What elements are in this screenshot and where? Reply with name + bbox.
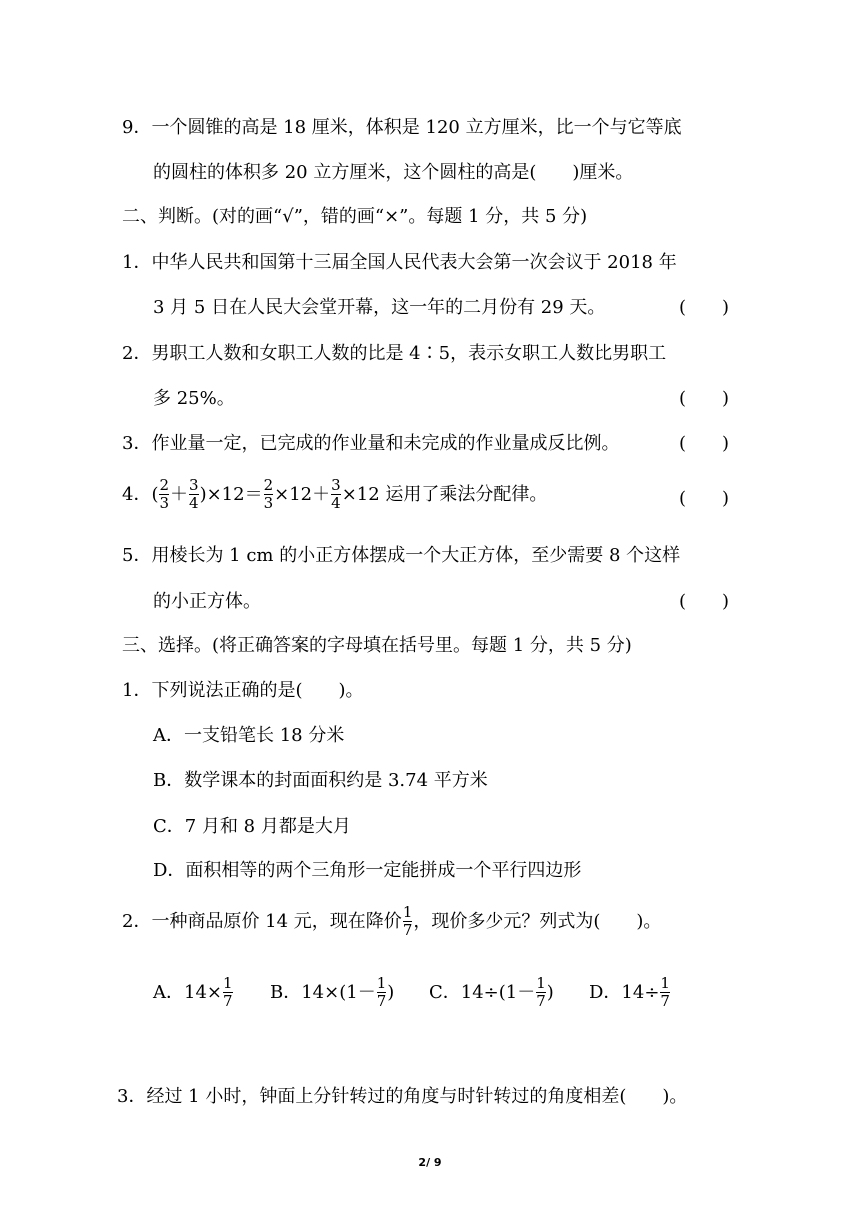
q4-mid1: )×12＝: [199, 484, 263, 505]
s2-q2-line2: 多 25%。: [153, 388, 235, 409]
s3-q2: [122, 902, 661, 942]
fraction-one-seventh-a: $\frac{1}{7}$: [223, 973, 233, 1010]
s3-q2-option-d: D．14÷ $\frac{1}{7}$: [589, 973, 670, 1010]
page-number: 2/ 9: [418, 1156, 442, 1169]
s2-q2-line1: 2．男职工人数和女职工人数的比是 4∶5，表示女职工人数比男职工: [122, 343, 667, 364]
s3-q3: 3．经过 1 小时，钟面上分针转过的角度与时针转过的角度相差( )。: [117, 1086, 688, 1107]
s2-q1-line1: 1．中华人民共和国第十三届全国人民代表大会第一次会议于 2018 年: [122, 252, 677, 273]
fraction-one-seventh-d: $\frac{1}{7}$: [660, 973, 670, 1010]
s2-q3-answer-paren: ( ): [678, 433, 729, 454]
q4-suffix: ×12 运用了乘法分配律。: [341, 484, 548, 505]
s2-q1-line2: 3 月 5 日在人民大会堂开幕，这一年的二月份有 29 天。: [153, 297, 606, 318]
s2-q3: 3．作业量一定，已完成的作业量和未完成的作业量成反比例。: [122, 433, 620, 454]
s2-q1-answer-paren: ( ): [678, 297, 729, 318]
fraction-two-thirds-2: $\frac{2}{3}$: [263, 475, 274, 512]
s3-q1-option-d: D．面积相等的两个三角形一定能拼成一个平行四边形: [153, 860, 582, 881]
q4-prefix: 4．(: [122, 484, 159, 505]
s3-q2-option-b: B．14×(1－ $\frac{1}{7}$ ): [270, 973, 395, 1010]
q9-line2: 的圆柱的体积多 20 立方厘米，这个圆柱的高是( )厘米。: [153, 162, 634, 183]
s3-q2-option-a: A．14× $\frac{1}{7}$: [153, 973, 233, 1010]
s2-q2-answer-paren: ( ): [678, 388, 729, 409]
q4-plus: ＋: [170, 484, 189, 505]
fraction-three-fourths: $\frac{3}{4}$: [189, 475, 199, 512]
s2-q4-answer-paren: ( ): [678, 488, 729, 509]
fraction-one-seventh: $\frac{1}{7}$: [402, 902, 413, 939]
s3-q1-option-b: B．数学课本的封面面积约是 3.74 平方米: [153, 770, 488, 791]
fraction-one-seventh-c: $\frac{1}{7}$: [536, 973, 546, 1010]
section3-title: 三、选择。(将正确答案的字母填在括号里。每题 1 分，共 5 分): [122, 635, 632, 656]
s3-q2-option-c: C．14÷(1－ $\frac{1}{7}$ ): [429, 973, 554, 1010]
s3-q2-prefix: 2．一种商品原价 14 元，现在降价: [122, 911, 402, 932]
s2-q4: [122, 475, 547, 515]
s3-q1-option-c: C．7 月和 8 月都是大月: [153, 816, 351, 837]
s3-q2-suffix: ，现价多少元？列式为( )。: [413, 911, 662, 932]
fraction-one-seventh-b: $\frac{1}{7}$: [376, 973, 387, 1010]
s2-q5-line2: 的小正方体。: [153, 591, 261, 612]
fraction-two-thirds: $\frac{2}{3}$: [159, 475, 170, 512]
section2-title: 二、判断。(对的画“√”，错的画“×”。每题 1 分，共 5 分): [122, 206, 588, 227]
q4-mid2: ×12＋: [274, 484, 331, 505]
s3-q1-option-a: A．一支铅笔长 18 分米: [153, 725, 345, 746]
fraction-three-fourths-2: $\frac{3}{4}$: [331, 475, 341, 512]
s2-q5-line1: 5．用棱长为 1 cm 的小正方体摆成一个大正方体，至少需要 8 个这样: [122, 545, 681, 566]
s2-q5-answer-paren: ( ): [678, 591, 729, 612]
q9-line1: 9．一个圆锥的高是 18 厘米，体积是 120 立方厘米，比一个与它等底: [122, 117, 682, 138]
s3-q1: 1．下列说法正确的是( )。: [122, 680, 364, 701]
